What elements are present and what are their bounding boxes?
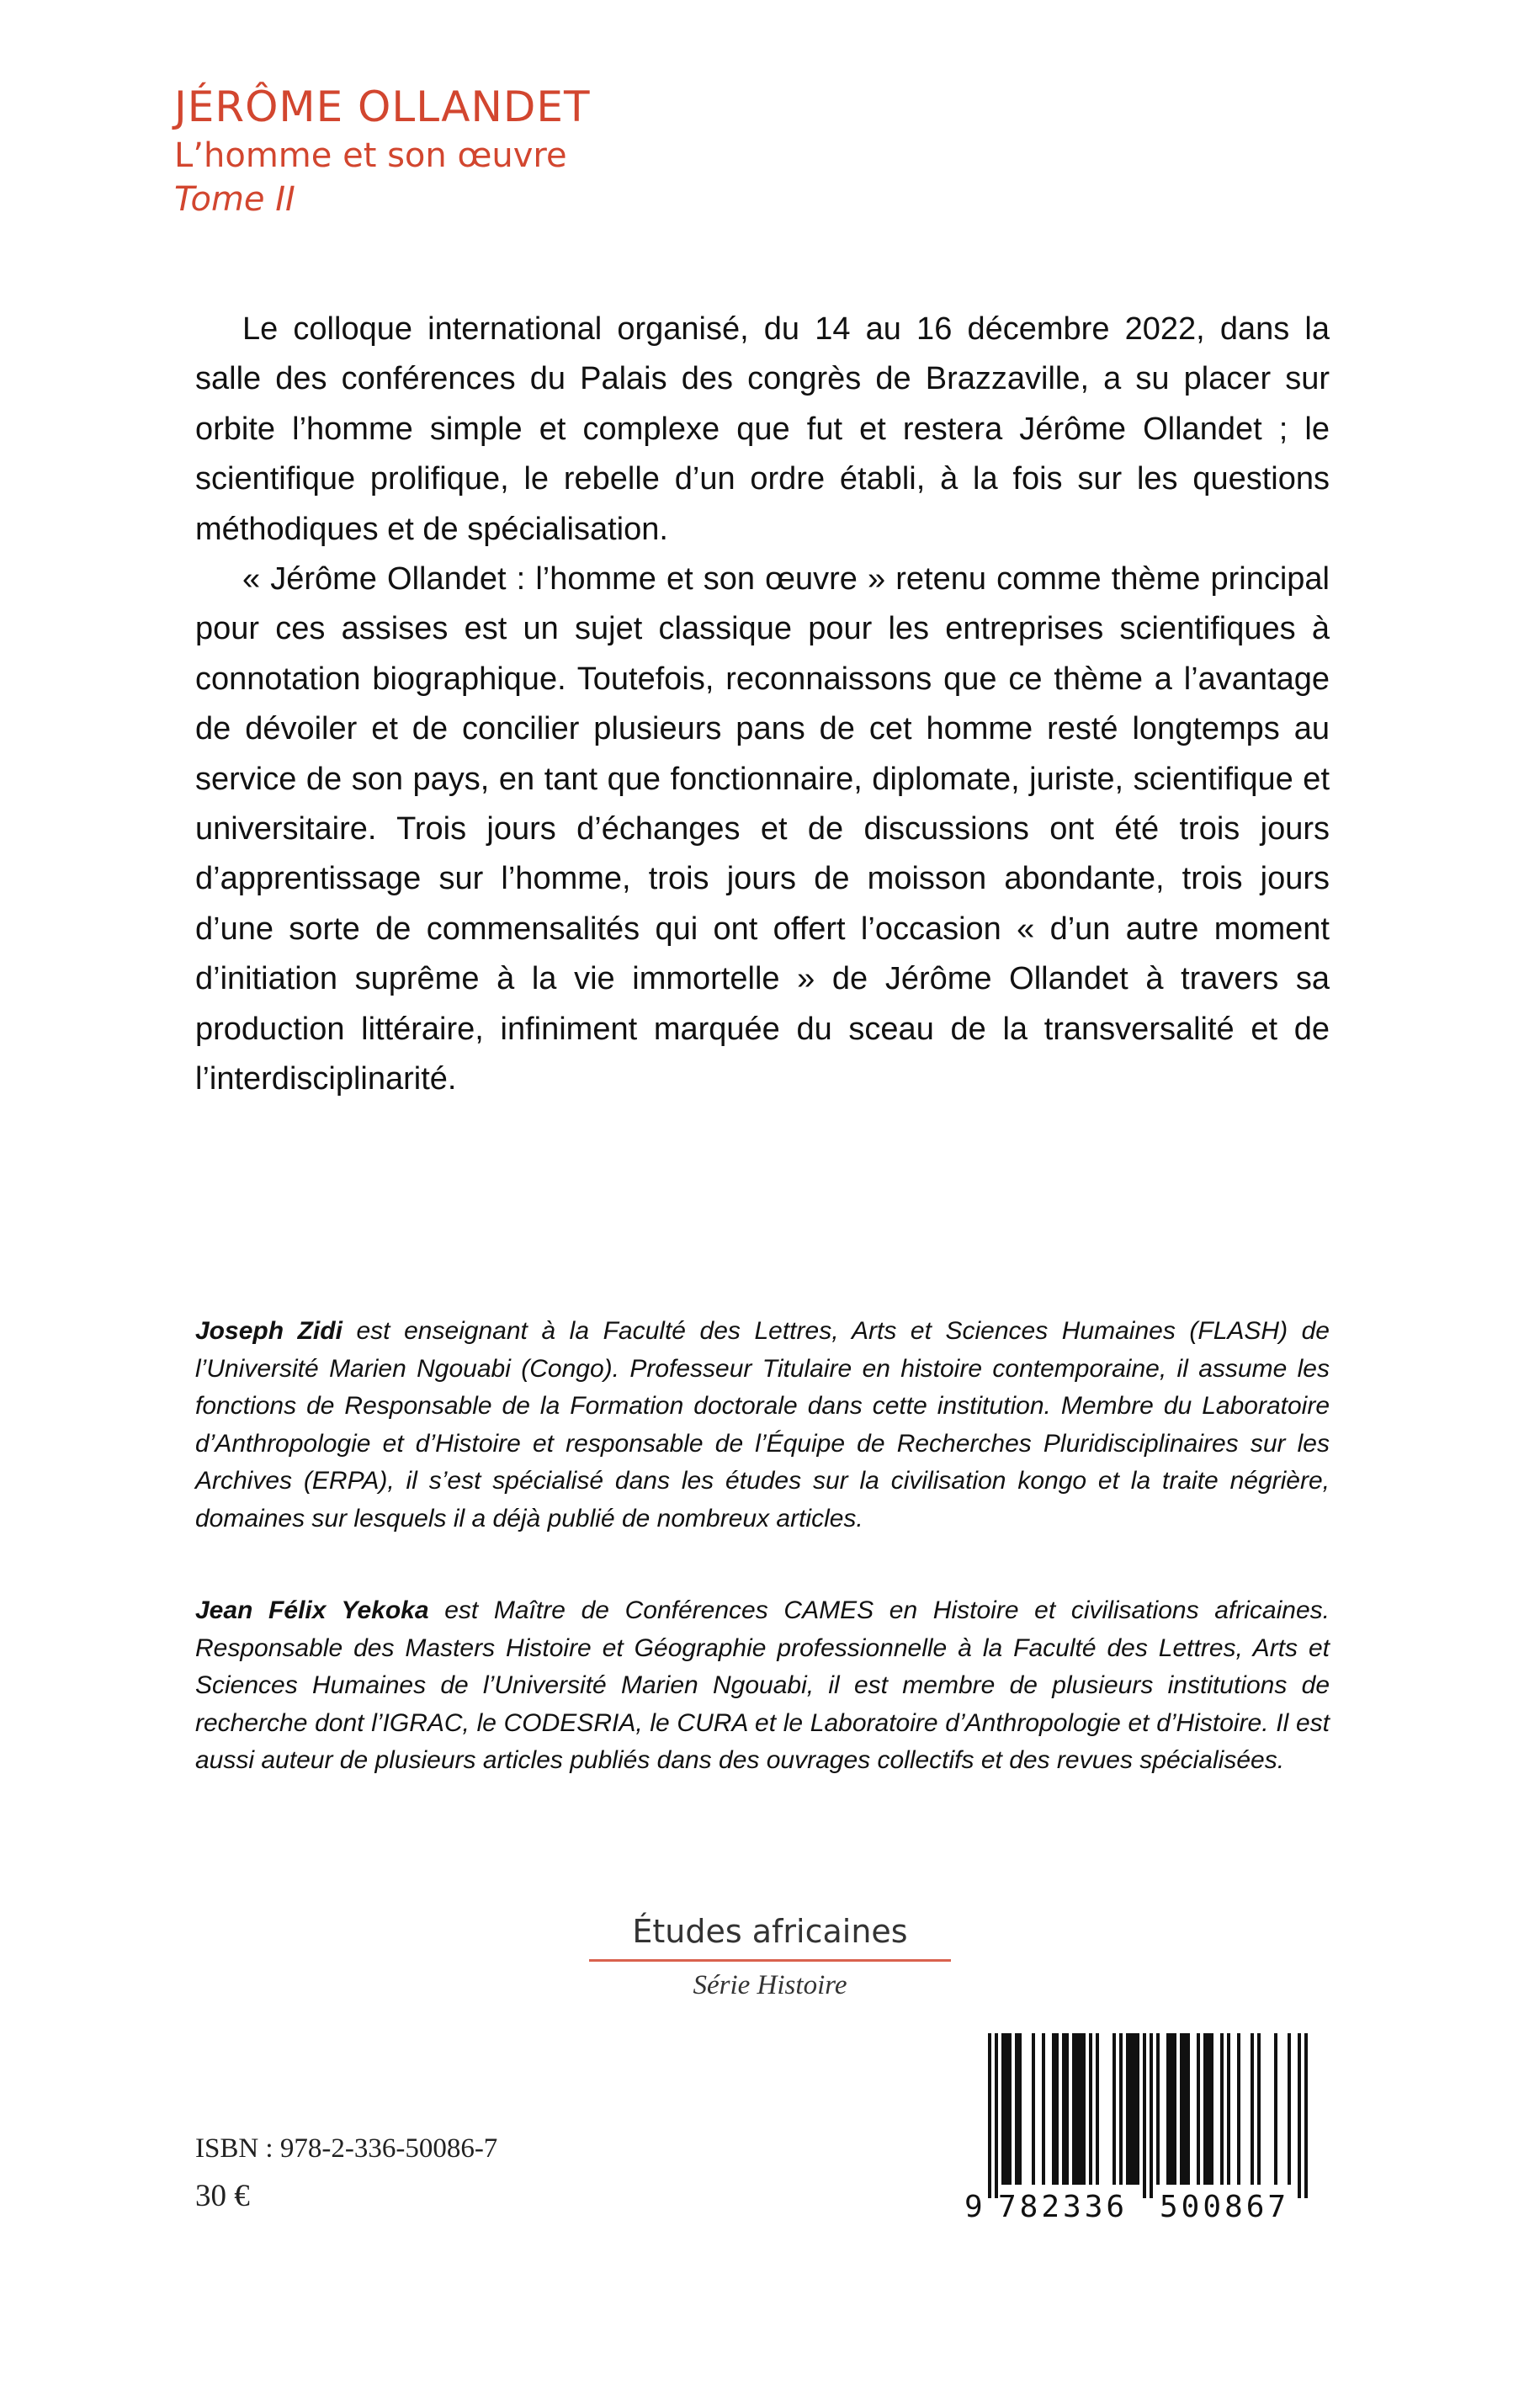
barcode-bar	[1288, 2033, 1291, 2185]
barcode-bar	[1170, 2033, 1173, 2185]
price-text: 30 €	[195, 2179, 250, 2213]
barcode-bar	[1001, 2033, 1005, 2185]
barcode-bar	[1032, 2033, 1035, 2185]
author-bio-text-1: est enseignant à la Faculté des Lettres, Arts et Sciences Humaines (FLASH) de l’Université Marien Ngouabi (Congo). Professeur Titulaire en histoire contemporaine, il assume les fonctions de Responsable de la Formation doctorale dans cette institution. Membre du Laboratoire d’Anthropologie et d’Histoire et responsable de l’Équipe de Recherches Pluridisciplinaires sur les Archives (ERPA), il s’est spécialisé dans les études sur la civilisation kongo et la traite négrière, domaines sur lesquels il a déjà publié de nombreux articles.	[195, 1317, 1330, 1532]
barcode-bar	[1210, 2033, 1213, 2185]
series-name: Études africaines	[632, 1913, 908, 1950]
barcode-bar	[1187, 2033, 1190, 2185]
series-subtitle: Série Histoire	[693, 1970, 847, 2000]
barcode-bar	[1079, 2033, 1082, 2185]
header-block	[174, 80, 591, 221]
barcode-bar	[1274, 2033, 1277, 2185]
series-divider	[589, 1959, 951, 1962]
author-name-2: Jean Félix Yekoka	[195, 1596, 429, 1624]
barcode-bar	[1018, 2033, 1022, 2185]
barcode-bar	[1055, 2033, 1059, 2185]
barcode-bar	[1183, 2033, 1187, 2185]
barcode-bar	[1072, 2033, 1075, 2185]
isbn-text: ISBN : 978-2-336-50086-7	[195, 2133, 498, 2164]
barcode-bar	[1197, 2033, 1200, 2185]
barcode-bar	[1052, 2033, 1055, 2185]
barcode-bar	[1136, 2033, 1139, 2185]
barcode-bar	[1203, 2033, 1207, 2185]
barcode-bar	[1126, 2033, 1129, 2185]
barcode-bar	[1251, 2033, 1254, 2185]
barcode-bar	[1133, 2033, 1136, 2185]
barcode-bar	[1129, 2033, 1133, 2185]
barcode-bar	[1042, 2033, 1045, 2185]
barcode-bar	[1237, 2033, 1240, 2185]
author-name-1: Joseph Zidi	[195, 1317, 343, 1345]
barcode-bar	[1150, 2033, 1153, 2198]
barcode-bar	[1304, 2033, 1308, 2198]
barcode-bar	[1065, 2033, 1069, 2185]
barcode-digits-group-1: 782336	[998, 2190, 1128, 2224]
barcode-bar	[1015, 2033, 1018, 2185]
barcode-digit-lead: 9	[964, 2190, 983, 2224]
barcode-bar	[1173, 2033, 1176, 2185]
barcode-bar	[1156, 2033, 1160, 2185]
blurb-paragraph-1: Le colloque international organisé, du 14 au 16 décembre 2022, dans la salle des conférences du Palais des congrès de Brazzaville, a su placer sur orbite l’homme simple et complexe que fut et restera Jérôme Ollandet ; le scientifique prolifique, le rebelle d’un ordre établi, à la fois sur les questions méthodiques et de spécialisation.	[195, 311, 1330, 547]
barcode-bar	[1298, 2033, 1301, 2198]
book-title: JÉRÔME OLLANDET	[174, 82, 591, 131]
barcode-bar	[1220, 2033, 1224, 2185]
barcode-bar	[1143, 2033, 1146, 2198]
author-bio-2	[195, 1592, 1330, 1780]
barcode-bar	[1005, 2033, 1008, 2185]
barcode-bar	[1119, 2033, 1123, 2185]
series-block	[589, 1910, 951, 2001]
author-bio-text-2: est Maître de Conférences CAMES en Histoire et civilisations africaines. Responsable des Masters Histoire et Géographie professionnelle à la Faculté des Lettres, Arts et Sciences Humaines de l’Université Marien Ngouabi, il est membre de plusieurs institutions de recherche dont l’IGRAC, le CODESRIA, le CURA et le Laboratoire d’Anthropologie et d’Histoire. Il est aussi auteur de plusieurs articles publiés dans des ouvrages collectifs et des revues spécialisées.	[195, 1596, 1330, 1774]
barcode-bar	[1082, 2033, 1086, 2185]
book-subtitle: L’homme et son œuvre	[174, 136, 567, 175]
barcode	[959, 2026, 1330, 2225]
back-cover-blurb	[195, 305, 1330, 1105]
barcode-bar	[1075, 2033, 1079, 2185]
blurb-paragraph-2: « Jérôme Ollandet : l’homme et son œuvre » retenu comme thème principal pour ces assises est un sujet classique pour les entreprises scientifiques à connotation biographique. Toutefois, reconnaissons que ce thème a l’avantage de dévoiler et de concilier plusieurs pans de cet homme resté longtemps au service de son pays, en tant que fonctionnaire, diplomate, juriste, scientifique et universitaire. Trois jours d’échanges et de discussions ont été trois jours d’apprentissage sur l’homme, trois jours de moisson abondante, trois jours d’une sorte de commensalités qui ont offert l’occasion « d’un autre moment d’initiation suprême à la vie immortelle » de Jérôme Ollandet à travers sa production littéraire, infiniment marquée du sceau de la transversalité et de l’interdisciplinarité.	[195, 561, 1330, 1097]
barcode-bar	[1257, 2033, 1261, 2185]
barcode-bar	[1062, 2033, 1065, 2185]
barcode-digits-group-2: 500867	[1160, 2190, 1290, 2224]
barcode-bar	[1207, 2033, 1210, 2185]
barcode-bar	[1166, 2033, 1170, 2185]
barcode-bar	[1113, 2033, 1116, 2185]
barcode-bar	[1180, 2033, 1183, 2185]
barcode-bar	[995, 2033, 998, 2198]
barcode-bar	[988, 2033, 991, 2198]
barcode-bar	[1008, 2033, 1012, 2185]
author-bio-1	[195, 1313, 1330, 1538]
barcode-bar	[1227, 2033, 1230, 2185]
barcode-bar	[1089, 2033, 1092, 2185]
barcode-bar	[1096, 2033, 1099, 2185]
volume-label: Tome II	[174, 180, 295, 219]
